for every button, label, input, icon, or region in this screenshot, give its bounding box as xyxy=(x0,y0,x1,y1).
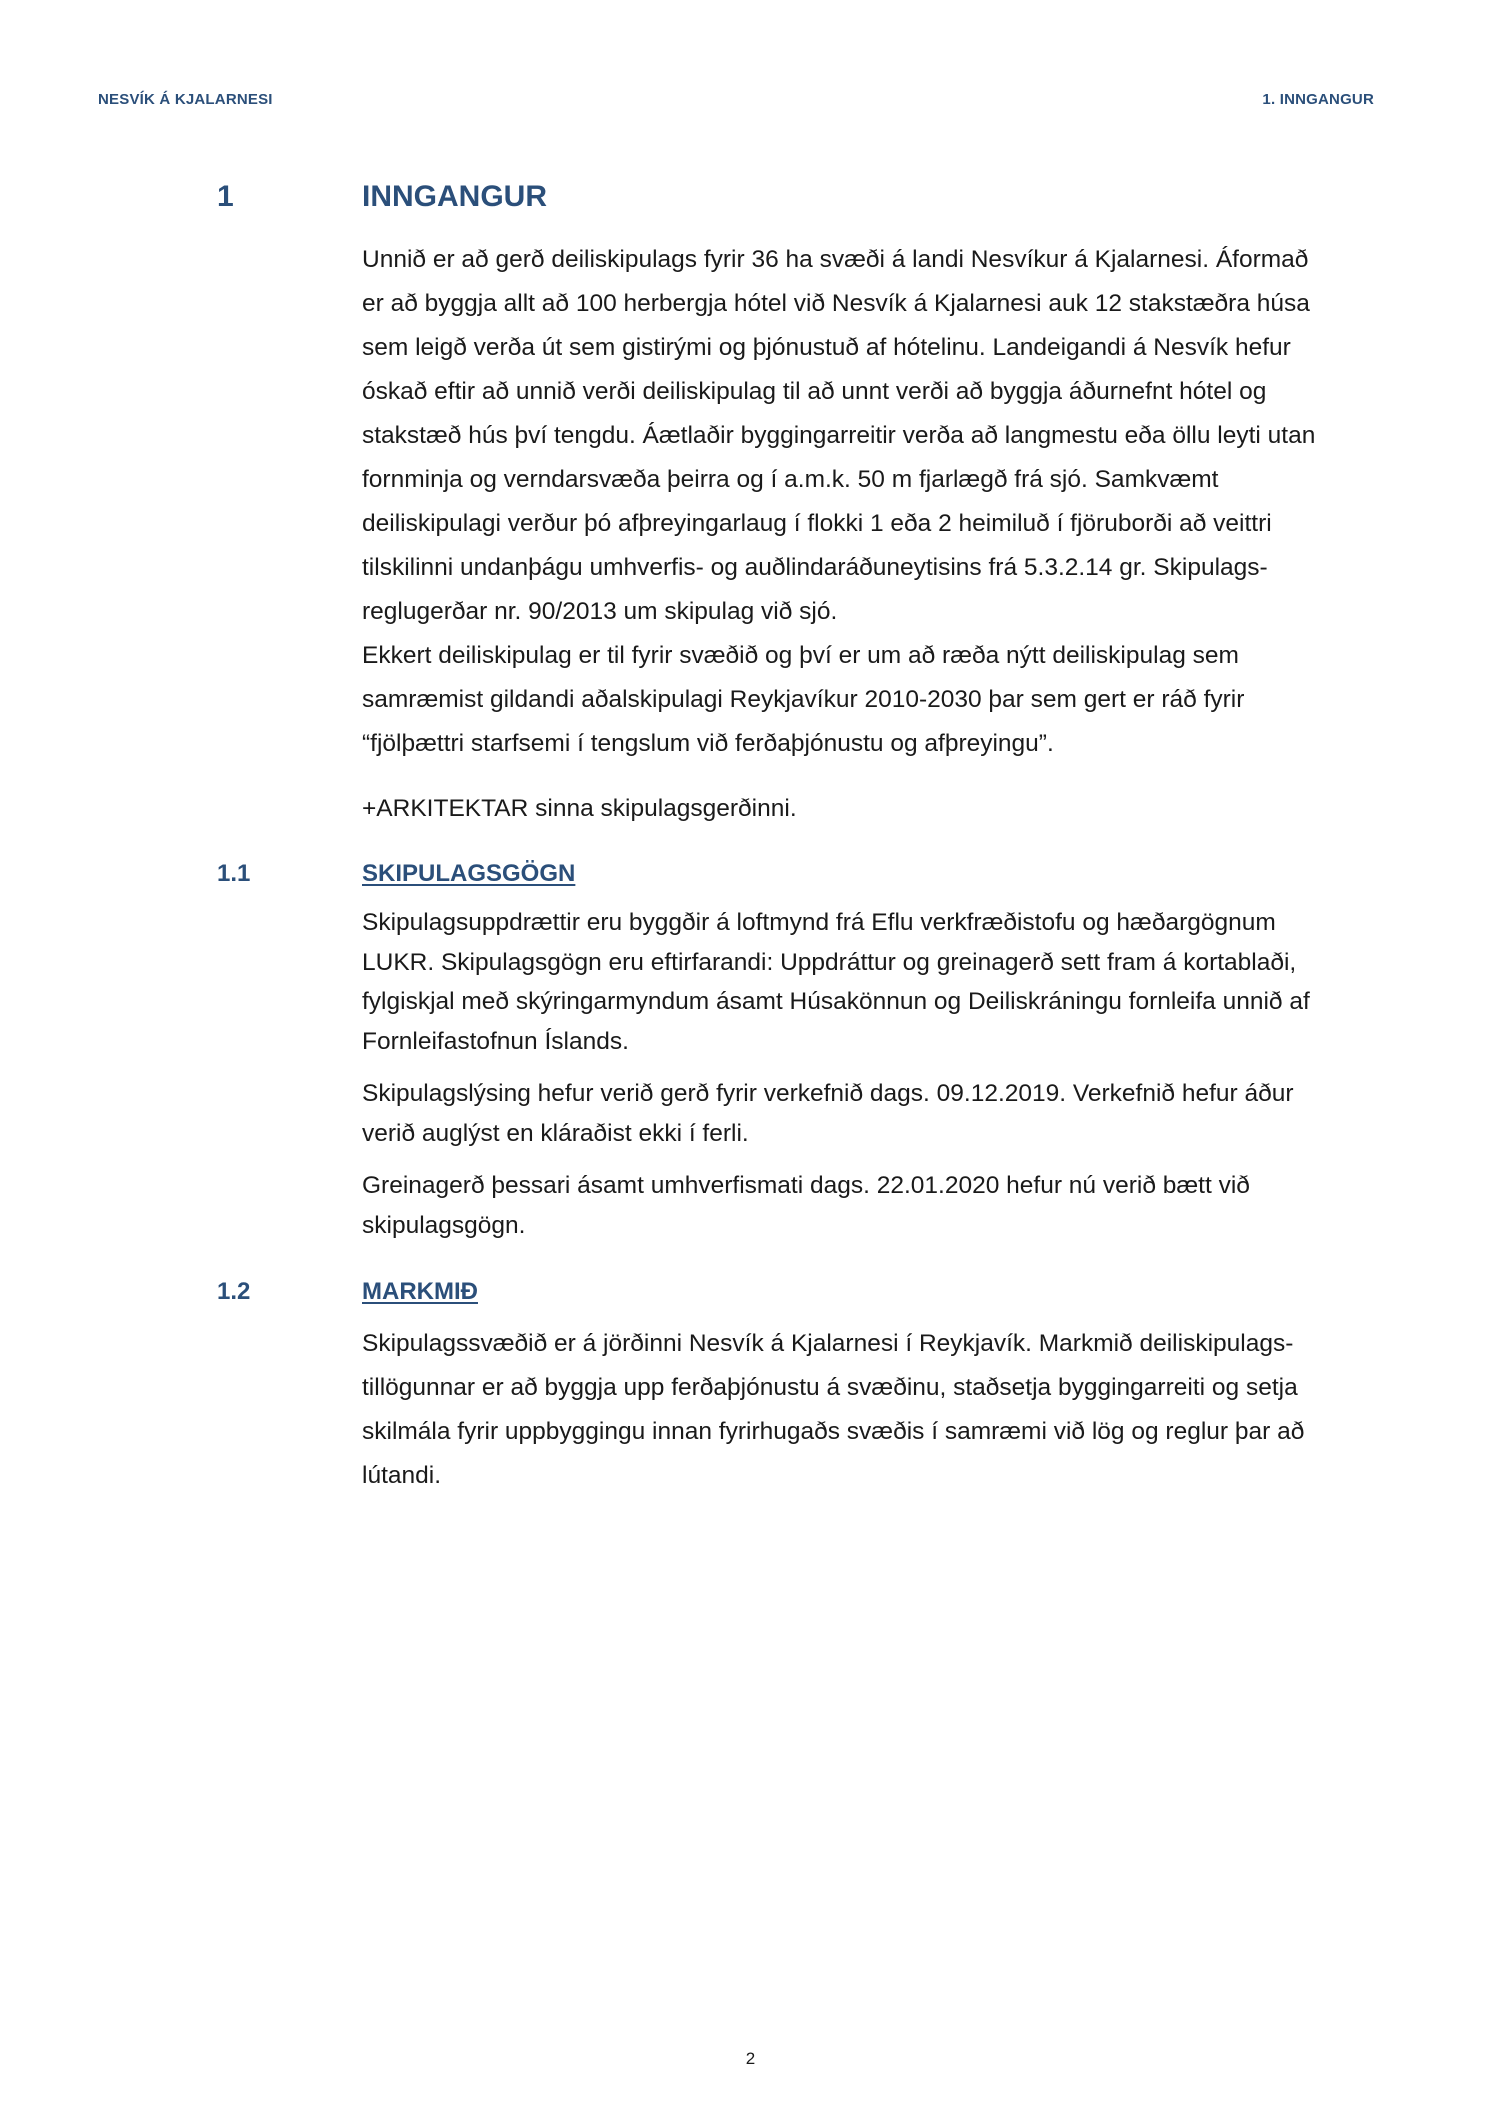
text-line: sem leigð verða út sem gistirými og þjónustuð af hótelinu. Landeigandi á Nesvík hefur xyxy=(362,334,1291,361)
section-1-1-title: SKIPULAGSGÖGN xyxy=(362,860,576,887)
text-line: fylgiskjal með skýringarmyndum ásamt Húsakönnun og Deiliskráningu fornleifa unnið af xyxy=(362,988,1310,1015)
text-line: stakstæð hús því tengdu. Áætlaðir byggingarreitir verða að langmestu eða öllu leyti utan xyxy=(362,422,1316,449)
text-line: er að byggja allt að 100 herbergja hótel við Nesvík á Kjalarnesi auk 12 stakstæðra húsa xyxy=(362,290,1310,317)
text-line: Unnið er að gerð deiliskipulags fyrir 36 ha svæði á landi Nesvíkur á Kjalarnesi. Áformað xyxy=(362,246,1309,273)
text-line: skilmála fyrir uppbyggingu innan fyrirhugaðs svæðis í samræmi við lög og reglur þar að xyxy=(362,1418,1305,1445)
architects-note xyxy=(362,787,1372,831)
text-line: reglugerðar nr. 90/2013 um skipulag við sjó. xyxy=(362,598,838,625)
text-line: skipulagsgögn. xyxy=(362,1211,526,1239)
section-1-2-title: MARKMIÐ xyxy=(362,1278,478,1305)
text-line: Ekkert deiliskipulag er til fyrir svæðið og því er um að ræða nýtt deiliskipulag sem xyxy=(362,642,1239,669)
text-line: verið auglýst en kláraðist ekki í ferli. xyxy=(362,1119,749,1147)
text-line: Skipulagslýsing hefur verið gerð fyrir verkefnið dags. 09.12.2019. Verkefnið hefur áður xyxy=(362,1080,1294,1107)
section-1-1-number: 1.1 xyxy=(217,860,251,887)
text-line: lútandi. xyxy=(362,1462,442,1489)
text-line: tilskilinni undanþágu umhverfis- og auðlindaráðuneytisins frá 5.3.2.14 gr. Skipulags- xyxy=(362,554,1268,581)
section-1-1-para-2 xyxy=(362,1074,1372,1153)
text-line: +ARKITEKTAR sinna skipulagsgerðinni. xyxy=(362,795,797,822)
text-line: LUKR. Skipulagsgögn eru eftirfarandi: Uppdráttur og greinagerð sett fram á kortablaði, xyxy=(362,948,1297,976)
running-header-chapter: 1. INNGANGUR xyxy=(1262,91,1374,108)
text-line: tillögunnar er að byggja upp ferðaþjónustu á svæðinu, staðsetja byggingarreiti og setja xyxy=(362,1374,1298,1401)
text-line: deiliskipulagi verður þó afþreyingarlaug í flokki 1 eða 2 heimiluð í fjöruborði að veittri xyxy=(362,510,1272,537)
text-line: óskað eftir að unnið verði deiliskipulag til að unnt verði að byggja áðurnefnt hótel og xyxy=(362,378,1267,405)
section-1-number: 1 xyxy=(217,180,234,213)
section-1-2-body xyxy=(362,1322,1372,1498)
section-1-1-para-1 xyxy=(362,903,1372,1061)
text-line: fornminja og verndarsvæða þeirra og í a.m.k. 50 m fjarlægð frá sjó. Samkvæmt xyxy=(362,466,1219,493)
page-number: 2 xyxy=(745,2049,756,2068)
section-1-body xyxy=(362,238,1372,766)
text-line: Skipulagssvæðið er á jörðinni Nesvík á Kjalarnesi í Reykjavík. Markmið deiliskipulags- xyxy=(362,1330,1294,1357)
section-1-title: INNGANGUR xyxy=(362,180,547,213)
text-line: Skipulagsuppdrættir eru byggðir á loftmynd frá Eflu verkfræðistofu og hæðargögnum xyxy=(362,909,1276,936)
text-line: Fornleifastofnun Íslands. xyxy=(362,1027,629,1055)
text-line: “fjölþættri starfsemi í tengslum við ferðaþjónustu og afþreyingu”. xyxy=(362,730,1054,757)
running-header-title: NESVÍK Á KJALARNESI xyxy=(98,91,273,108)
section-1-1-para-3 xyxy=(362,1166,1372,1245)
text-line: Greinagerð þessari ásamt umhverfismati dags. 22.01.2020 hefur nú verið bætt við xyxy=(362,1172,1250,1199)
section-1-2-number: 1.2 xyxy=(217,1278,251,1305)
text-line: samræmist gildandi aðalskipulagi Reykjavíkur 2010-2030 þar sem gert er ráð fyrir xyxy=(362,686,1245,713)
